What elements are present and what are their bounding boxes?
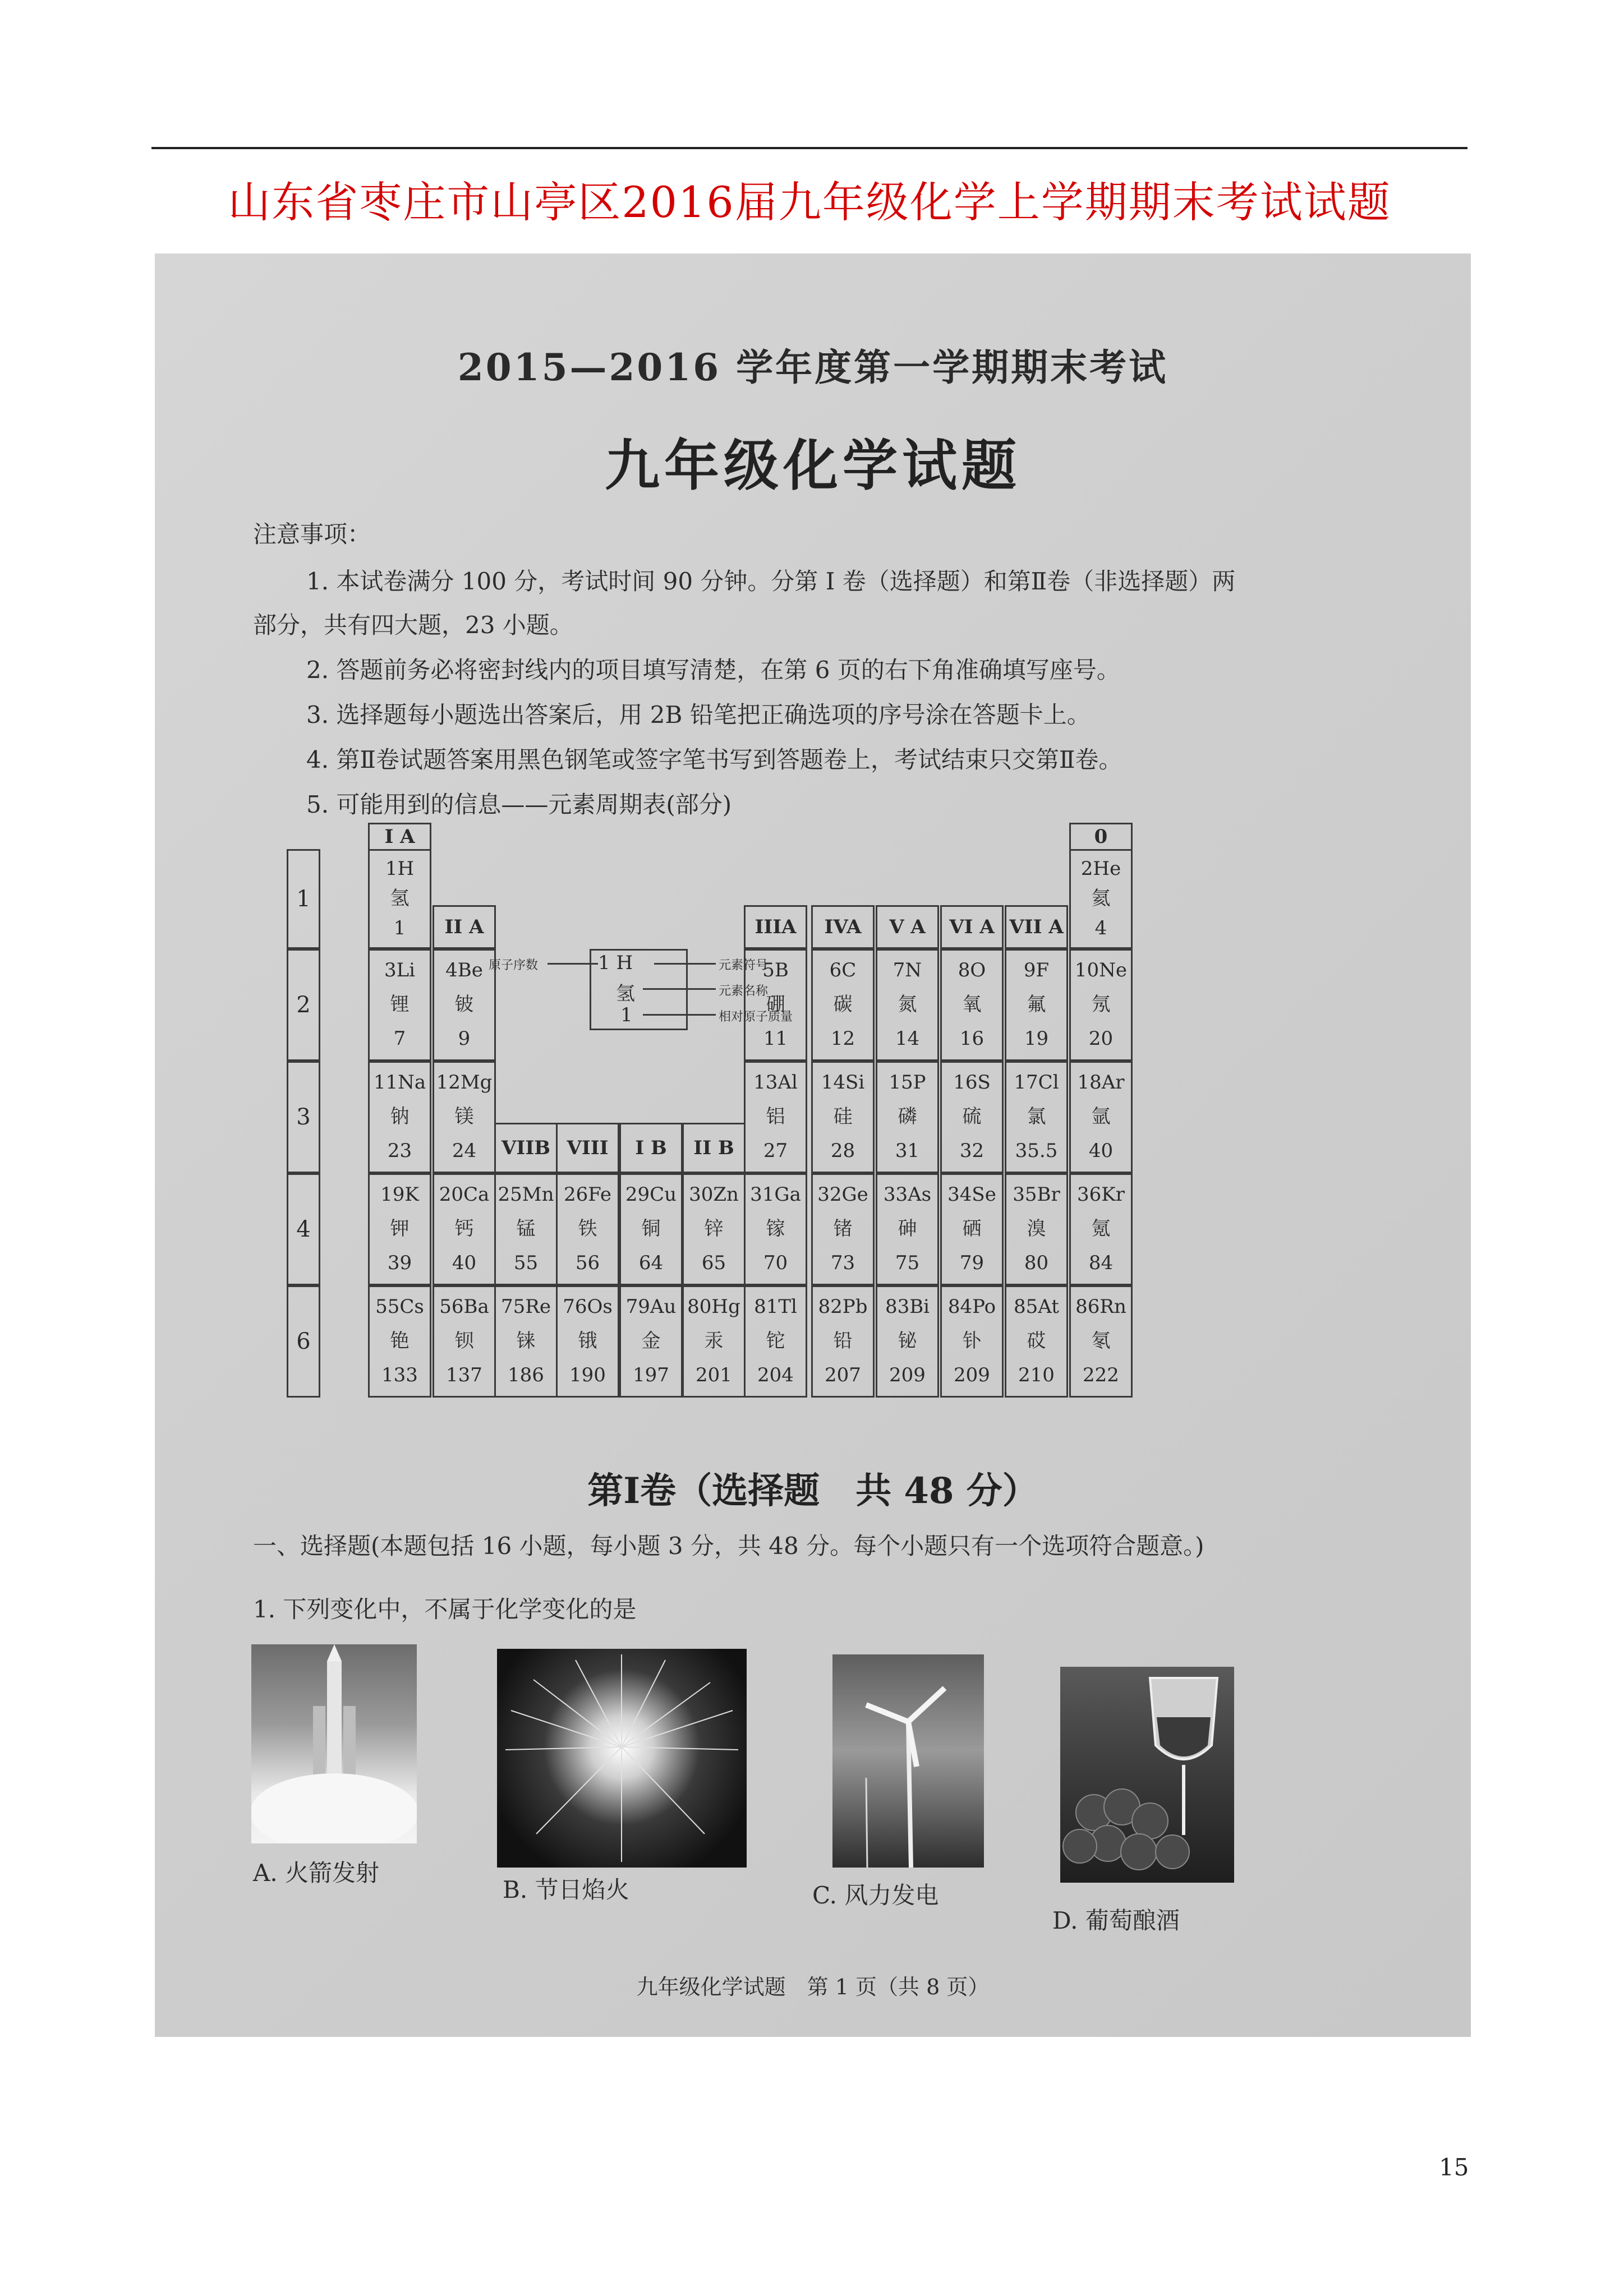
element-name: 砷 [898,1218,917,1241]
element-cell-f [1005,949,1068,1061]
element-num-sym: 19K [380,1183,419,1206]
element-mass: 14 [895,1027,920,1050]
scanned-exam-photo [155,253,1471,2037]
element-cell-ga [744,1173,807,1285]
element-num-sym: 35Br [1013,1183,1060,1206]
notice-item: 2. 答题前务必将密封线内的项目填写清楚，在第 6 页的右下角准确填写座号。 [306,656,1120,684]
element-num-sym: 25Mn [498,1183,554,1206]
notice-item: 4. 第Ⅱ卷试题答案用黑色钢笔或签字笔书写到答题卷上，考试结束只交第Ⅱ卷。 [306,746,1122,773]
element-mass: 7 [393,1027,406,1050]
element-cell-na [368,1061,431,1173]
element-name: 铝 [766,1105,785,1128]
group-header-va: V A [876,905,939,949]
element-name: 锇 [578,1330,597,1353]
element-mass: 209 [954,1363,990,1386]
element-name: 金 [641,1330,661,1353]
wine-glass-icon [1060,1667,1234,1883]
element-name: 氯 [1027,1105,1046,1128]
element-cell-c [811,949,875,1061]
wine-and-grapes-image [1060,1667,1234,1883]
element-name: 铍 [454,993,474,1016]
element-mass: 65 [701,1251,726,1274]
element-cell-au [619,1285,683,1398]
element-mass: 204 [757,1363,794,1386]
element-cell-h [368,849,431,949]
element-num-sym: 84Po [947,1295,996,1318]
element-mass: 84 [1088,1251,1114,1274]
document-title: 山东省枣庄市山亭区2016届九年级化学上学期期末考试试题 [228,177,1391,227]
element-num-sym: 29Cu [625,1183,677,1206]
element-name: 钋 [962,1330,982,1353]
element-name: 氦 [1091,887,1111,910]
element-name: 镓 [766,1218,785,1241]
element-name: 钠 [390,1105,410,1128]
element-mass: 56 [575,1251,600,1274]
element-num-sym: 31Ga [750,1183,801,1206]
element-mass: 201 [696,1363,732,1386]
element-cell-p [876,1061,939,1173]
period-number: 1 [287,849,320,949]
element-mass: 137 [446,1363,482,1386]
wind-turbine-image [832,1654,984,1868]
legend-label-mass: 相对原子质量 [719,1010,793,1024]
page-number: 15 [1439,2154,1469,2181]
element-num-sym: 14Si [821,1071,865,1094]
element-mass: 209 [889,1363,926,1386]
element-name: 镁 [454,1105,474,1128]
legend-label-symbol: 元素符号 [719,958,769,972]
group-header-zero: 0 [1069,823,1133,851]
element-cell-re [494,1285,558,1398]
element-name: 汞 [704,1330,724,1353]
element-num-sym: 10Ne [1074,959,1128,982]
fireworks-icon [497,1649,747,1868]
element-mass: 32 [959,1139,984,1162]
element-mass: 80 [1024,1251,1049,1274]
top-rule [151,147,1467,149]
element-name: 铁 [578,1218,597,1241]
notice-item: 1. 本试卷满分 100 分，考试时间 90 分钟。分第 Ⅰ 卷（选择题）和第Ⅱ卷（非选择题）两 [306,568,1236,595]
element-cell-ba [433,1285,496,1398]
element-mass: 70 [763,1251,788,1274]
group-header-ib: I B [619,1123,683,1173]
element-name: 锗 [833,1218,853,1241]
element-num-sym: 20Ca [439,1183,490,1206]
element-mass: 40 [452,1251,477,1274]
element-mass: 11 [763,1027,788,1050]
legend-pointer [548,963,598,965]
element-name: 铊 [766,1330,785,1353]
legend-label-atomic-number: 原子序数 [489,958,539,972]
element-name: 磷 [898,1105,917,1128]
element-num-sym: 33As [883,1183,932,1206]
element-mass: 12 [830,1027,855,1050]
element-cell-fe [556,1173,619,1285]
element-num-sym: 55Cs [375,1295,424,1318]
element-num-sym: 12Mg [436,1071,493,1094]
element-name: 铜 [641,1218,661,1241]
element-cell-ar [1069,1061,1133,1173]
element-num-sym: 2He [1080,857,1121,880]
element-mass: 16 [959,1027,984,1050]
element-mass: 23 [387,1139,412,1162]
element-num-sym: 4Be [445,959,483,982]
option-a-caption: A. 火箭发射 [253,1859,380,1887]
element-mass: 73 [830,1251,855,1274]
legend-pointer [654,963,716,965]
element-cell-ca [433,1173,496,1285]
element-cell-mn [494,1173,558,1285]
element-cell-ge [811,1173,875,1285]
element-num-sym: 17Cl [1014,1071,1059,1094]
element-cell-ne [1069,949,1133,1061]
notice-item: 5. 可能用到的信息——元素周期表(部分) [306,791,732,818]
element-num-sym: 7N [892,959,922,982]
element-cell-cs [368,1285,431,1398]
element-cell-bi [876,1285,939,1398]
exam-page-footer: 九年级化学试题 第 1 页（共 8 页） [636,1975,990,1999]
element-name: 钡 [454,1330,474,1353]
element-name: 硼 [766,993,785,1016]
element-mass: 24 [452,1139,477,1162]
element-cell-as [876,1173,939,1285]
element-mass: 186 [508,1363,544,1386]
element-cell-li [368,949,431,1061]
element-mass: 39 [387,1251,412,1274]
element-num-sym: 75Re [501,1295,551,1318]
wind-turbine-icon [832,1654,984,1868]
element-name: 氡 [1091,1330,1111,1353]
group-header-ia: I A [368,823,431,851]
group-header-viii: VIII [556,1123,619,1173]
question-1: 1. 下列变化中，不属于化学变化的是 [253,1596,637,1623]
element-mass: 28 [830,1139,855,1162]
element-mass: 19 [1024,1027,1049,1050]
element-cell-he [1069,849,1133,949]
element-name: 氧 [962,993,982,1016]
element-cell-hg [682,1285,746,1398]
element-num-sym: 34Se [947,1183,996,1206]
element-mass: 222 [1083,1363,1119,1386]
group-header-via: VI A [940,905,1004,949]
element-mass: 197 [633,1363,669,1386]
exam-year-line: 2015—2016 学年度第一学期期末考试 [457,345,1168,389]
legend-sample-name: 氢 [616,983,635,1005]
element-cell-cl [1005,1061,1068,1173]
rocket-launch-image [251,1644,417,1843]
element-mass: 1 [393,917,406,940]
element-cell-be [433,949,496,1061]
element-num-sym: 56Ba [439,1295,489,1318]
element-num-sym: 26Fe [563,1183,612,1206]
element-mass: 4 [1094,917,1107,940]
element-name: 锰 [516,1218,536,1241]
element-mass: 27 [763,1139,788,1162]
element-name: 氪 [1091,1218,1111,1241]
element-name: 氮 [898,993,917,1016]
element-num-sym: 13Al [753,1071,798,1094]
element-name: 碳 [833,993,853,1016]
element-num-sym: 76Os [563,1295,613,1318]
element-num-sym: 36Kr [1077,1183,1125,1206]
legend-pointer [643,1014,716,1016]
element-num-sym: 80Hg [687,1295,740,1318]
element-mass: 75 [895,1251,920,1274]
element-name: 氖 [1091,993,1111,1016]
element-cell-n [876,949,939,1061]
element-mass: 207 [825,1363,861,1386]
period-number: 2 [287,949,320,1061]
fireworks-image [497,1649,747,1868]
element-cell-os [556,1285,619,1398]
element-name: 溴 [1027,1218,1046,1241]
legend-sample-symbol: 1 H [598,952,633,974]
element-cell-zn [682,1173,746,1285]
group-header-viia: VII A [1005,905,1068,949]
notice-item: 3. 选择题每小题选出答案后，用 2B 铅笔把正确选项的序号涂在答题卡上。 [306,701,1091,729]
element-mass: 190 [569,1363,606,1386]
element-cell-br [1005,1173,1068,1285]
element-num-sym: 8O [958,959,986,982]
element-name: 硅 [833,1105,853,1128]
option-c-caption: C. 风力发电 [812,1882,939,1909]
period-number: 6 [287,1285,320,1398]
element-name: 硫 [962,1105,982,1128]
element-name: 氢 [390,887,410,910]
element-name: 砹 [1027,1330,1046,1353]
notice-item: 部分，共有四大题，23 小题。 [253,611,573,639]
element-num-sym: 11Na [373,1071,426,1094]
element-num-sym: 9F [1023,959,1050,982]
element-num-sym: 5B [762,959,789,982]
element-num-sym: 30Zn [689,1183,739,1206]
element-cell-po [940,1285,1004,1398]
element-num-sym: 83Bi [885,1295,930,1318]
group-header-viib: VIIB [494,1123,558,1173]
legend-sample-mass: 1 [620,1004,633,1026]
legend-pointer [643,988,716,990]
legend-label-name: 元素名称 [719,984,769,998]
element-cell-al [744,1061,807,1173]
element-cell-pb [811,1285,875,1398]
element-name: 钾 [390,1218,410,1241]
element-name: 氟 [1027,993,1046,1016]
element-num-sym: 82Pb [818,1295,868,1318]
element-name: 铯 [390,1330,410,1353]
element-cell-s [940,1061,1004,1173]
element-mass: 40 [1088,1139,1114,1162]
section-instruction: 一、选择题(本题包括 16 小题，每小题 3 分，共 48 分。每个小题只有一个选项符合题意。) [253,1532,1204,1560]
element-name: 氩 [1091,1105,1111,1128]
element-name: 铋 [898,1330,917,1353]
element-num-sym: 1H [385,857,415,880]
element-mass: 64 [638,1251,664,1274]
element-cell-kr [1069,1173,1133,1285]
element-num-sym: 3Li [384,959,416,982]
element-num-sym: 81Tl [754,1295,797,1318]
group-header-iia: II A [433,905,496,949]
element-num-sym: 16S [953,1071,991,1094]
element-mass: 210 [1018,1363,1055,1386]
period-number: 3 [287,1061,320,1173]
element-mass: 133 [381,1363,418,1386]
element-cell-k [368,1173,431,1285]
element-mass: 9 [458,1027,471,1050]
notice-title: 注意事项： [253,520,371,548]
element-num-sym: 85At [1014,1295,1059,1318]
element-name: 铼 [516,1330,536,1353]
element-name: 硒 [962,1218,982,1241]
period-number: 4 [287,1173,320,1285]
element-num-sym: 79Au [625,1295,677,1318]
element-mass: 20 [1088,1027,1114,1050]
element-name: 锂 [390,993,410,1016]
element-cell-rn [1069,1285,1133,1398]
element-num-sym: 15P [889,1071,926,1094]
element-num-sym: 32Ge [817,1183,868,1206]
element-num-sym: 6C [829,959,857,982]
element-mass: 35.5 [1015,1139,1058,1162]
group-header-iib: II B [682,1123,746,1173]
element-cell-mg [433,1061,496,1173]
element-mass: 55 [513,1251,539,1274]
element-cell-se [940,1173,1004,1285]
element-name: 锌 [704,1218,724,1241]
section-title: 第Ⅰ卷（选择题 共 48 分） [587,1470,1038,1512]
element-cell-tl [744,1285,807,1398]
option-b-caption: B. 节日焰火 [503,1876,629,1903]
option-d-caption: D. 葡萄酿酒 [1052,1907,1180,1934]
element-name: 铅 [833,1330,853,1353]
exam-subject-title: 九年级化学试题 [604,434,1021,498]
element-cell-si [811,1061,875,1173]
element-name: 钙 [454,1218,474,1241]
element-cell-cu [619,1173,683,1285]
group-header-iiia: IIIA [744,905,807,949]
rocket-icon [251,1644,417,1843]
element-cell-o [940,949,1004,1061]
group-header-iva: IVA [811,905,875,949]
element-cell-at [1005,1285,1068,1398]
element-mass: 79 [959,1251,984,1274]
element-mass: 31 [895,1139,920,1162]
element-num-sym: 86Rn [1075,1295,1126,1318]
element-num-sym: 18Ar [1077,1071,1125,1094]
